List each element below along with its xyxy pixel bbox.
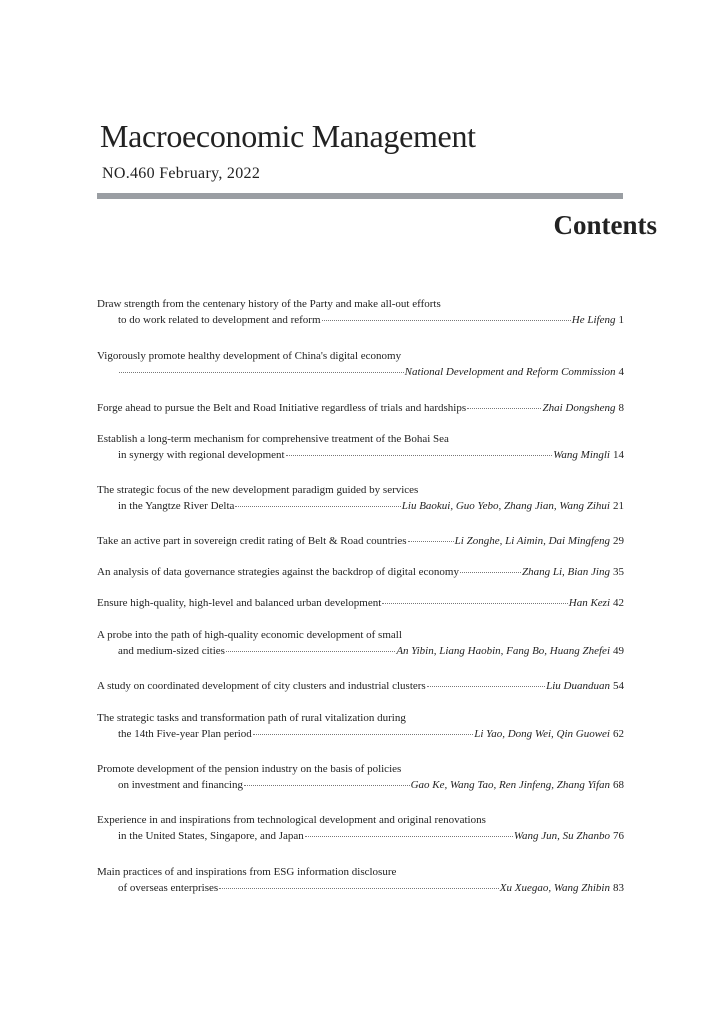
toc-entry-title: Ensure high-quality, high-level and balanced urban development xyxy=(97,597,382,609)
issue-line: NO.460 February, 2022 xyxy=(102,165,261,182)
toc-entry-title: Forge ahead to pursue the Belt and Road Initiative regardless of trials and hardships xyxy=(97,402,467,414)
toc-entry[interactable] xyxy=(97,348,624,380)
toc-entry-authors: Li Yao, Dong Wei, Qin Guowei xyxy=(474,728,610,740)
toc-entry-authors: He Lifeng xyxy=(571,314,616,326)
leader-dots xyxy=(219,887,499,889)
contents-heading-text: Contents xyxy=(553,210,657,240)
toc-entry[interactable] xyxy=(97,864,624,896)
toc-entry-title: Experience in and inspirations from technological development and original renovations xyxy=(97,814,486,826)
leader-dots xyxy=(244,784,410,786)
toc-entry-title: Establish a long-term mechanism for comprehensive treatment of the Bohai Sea xyxy=(97,433,449,445)
toc-entry-page: 21 xyxy=(613,500,624,512)
toc-entry[interactable] xyxy=(97,482,624,514)
toc-entry-authors: Xu Xuegao, Wang Zhibin xyxy=(499,882,610,894)
toc-entry-title-cont: of overseas enterprises xyxy=(118,882,219,894)
toc-entry-authors: Liu Duanduan xyxy=(546,680,610,692)
toc-entry[interactable] xyxy=(97,400,624,416)
toc-entry-page: 76 xyxy=(613,830,624,842)
toc-entry-title-cont: to do work related to development and reform xyxy=(118,314,321,326)
leader-dots xyxy=(305,835,513,837)
toc-entry-authors: Wang Mingli xyxy=(553,449,610,461)
toc-entry-title: The strategic tasks and transformation path of rural vitalization during xyxy=(97,712,406,724)
toc-entry-authors: Zhang Li, Bian Jing xyxy=(521,566,610,578)
toc-entry-title-cont: in synergy with regional development xyxy=(118,449,285,461)
toc-entry[interactable] xyxy=(97,812,624,844)
toc-entry-page: 49 xyxy=(613,645,624,657)
toc-entry[interactable] xyxy=(97,627,624,659)
leader-dots xyxy=(119,371,404,373)
toc-entry-page: 1 xyxy=(618,314,624,326)
journal-title: Macroeconomic Management xyxy=(100,118,476,154)
leader-dots xyxy=(226,650,395,652)
toc-entry-title: A probe into the path of high-quality economic development of small xyxy=(97,629,402,641)
leader-dots xyxy=(286,454,553,456)
leader-dots xyxy=(322,319,571,321)
toc-entry-authors: Han Kezi xyxy=(568,597,610,609)
toc-entry-page: 83 xyxy=(613,882,624,894)
leader-dots xyxy=(427,685,545,687)
toc-entry-authors: Zhai Dongsheng xyxy=(542,402,616,414)
toc-entry-title: Draw strength from the centenary history of the Party and make all-out efforts xyxy=(97,298,441,310)
toc-entry-page: 62 xyxy=(613,728,624,740)
toc-entry-title: A study on coordinated development of city clusters and industrial clusters xyxy=(97,680,426,692)
toc-entry[interactable] xyxy=(97,564,624,580)
toc-entry-title-cont: and medium-sized cities xyxy=(118,645,225,657)
toc-entry-page: 8 xyxy=(618,402,624,414)
toc-entry-page: 14 xyxy=(613,449,624,461)
toc-entry[interactable] xyxy=(97,533,624,549)
toc-entry-authors: Wang Jun, Su Zhanbo xyxy=(513,830,610,842)
toc-entry-title-cont: in the Yangtze River Delta xyxy=(118,500,235,512)
toc-entry[interactable] xyxy=(97,761,624,793)
leader-dots xyxy=(467,407,541,409)
toc-entry[interactable] xyxy=(97,595,624,611)
toc-entry-page: 29 xyxy=(613,535,624,547)
toc-entry-title: Main practices of and inspirations from ESG information disclosure xyxy=(97,866,397,878)
contents-heading xyxy=(0,210,657,241)
toc-entry-authors: National Development and Reform Commission xyxy=(404,366,616,378)
leader-dots xyxy=(253,733,473,735)
toc-entry-authors: An Yibin, Liang Haobin, Fang Bo, Huang Zhefei xyxy=(396,645,610,657)
toc-entry-title: The strategic focus of the new development paradigm guided by services xyxy=(97,484,419,496)
toc-entry-page: 68 xyxy=(613,779,624,791)
leader-dots xyxy=(460,571,521,573)
toc-entry-title: An analysis of data governance strategies against the backdrop of digital economy xyxy=(97,566,459,578)
toc-entry-page: 54 xyxy=(613,680,624,692)
toc-entry-title: Promote development of the pension industry on the basis of policies xyxy=(97,763,402,775)
toc-entry-page: 4 xyxy=(618,366,624,378)
toc-entry[interactable] xyxy=(97,710,624,742)
leader-dots xyxy=(382,602,567,604)
toc-entry-title-cont: in the United States, Singapore, and Japan xyxy=(118,830,304,842)
toc-entry[interactable] xyxy=(97,296,624,328)
toc-entry-page: 42 xyxy=(613,597,624,609)
toc-entry-title-cont: the 14th Five-year Plan period xyxy=(118,728,252,740)
toc-entry-authors: Gao Ke, Wang Tao, Ren Jinfeng, Zhang Yifan xyxy=(410,779,610,791)
toc-entry[interactable] xyxy=(97,431,624,463)
leader-dots xyxy=(408,540,454,542)
header-rule xyxy=(97,193,623,199)
toc-entry-title: Vigorously promote healthy development of China's digital economy xyxy=(97,350,402,362)
toc-entry-authors: Li Zonghe, Li Aimin, Dai Mingfeng xyxy=(454,535,610,547)
leader-dots xyxy=(235,505,400,507)
toc-entry-title: Take an active part in sovereign credit rating of Belt & Road countries xyxy=(97,535,407,547)
toc-entry[interactable] xyxy=(97,678,624,694)
toc-entry-authors: Liu Baokui, Guo Yebo, Zhang Jian, Wang Zihui xyxy=(401,500,610,512)
toc-entry-title-cont: on investment and financing xyxy=(118,779,243,791)
toc-entry-page: 35 xyxy=(613,566,624,578)
